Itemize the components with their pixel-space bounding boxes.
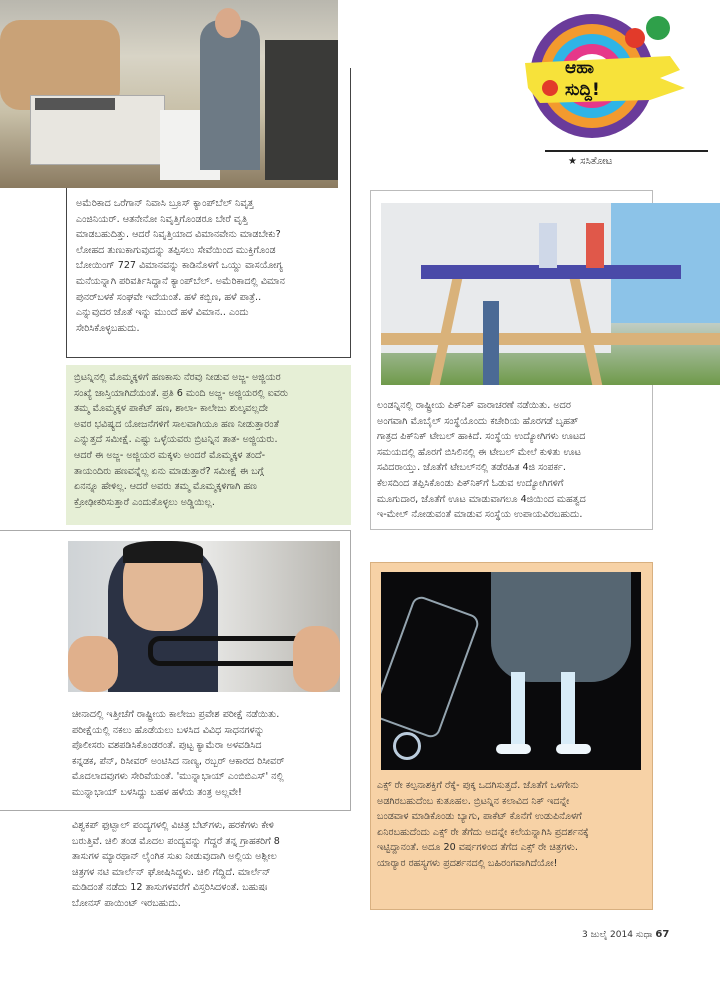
author-rule [545,150,708,152]
photo-giant-picnic-table [381,203,720,385]
story-text-world-cup: ವಿಶ್ವಕಪ್ ಫುಟ್ಬಾಲ್ ಪಂದ್ಯಗಳಲ್ಲಿ ವಿಚಿತ್ರ ಬೆಟ್‌ಗಳು, ಹರಕೆಗಳು ಕೇಳಿ ಬರುತ್ತಿವೆ. ಚಿಲಿ ತಂಡ ಮೊದಲ ಪಂದ್ಯವನ್ನು ಗೆದ್ದರೆ ತನ್ನ ಗ್ರಾಹಕರಿಗೆ 8 ತಾಸುಗಳ ಮ್ಯಾರಥಾನ್ ಲೈಂಗಿಕ ಸುಖ ನೀಡುವುದಾಗಿ ಅಲ್ಲಿಯ ಅಶ್ಲೀಲ ಚಿತ್ರಗಳ ನಟಿ ಮಾರ್ಲೆನ್ ಘೋಷಿಸಿದ್ದಳು. ಚಿಲಿ ಗೆದ್ದಿದೆ. ಮಾರ್ಲೆನ್ ಮಡಿದಂತೆ ನಡೆದು 12 ತಾಸುಗಳವರೆಗೆ ವಿಸ್ತರಿಸಿದಳಂತೆ. ಬಹುಷಃ ಬೋನಸ್ ಪಾಯಿಂಟ್ ಇರಬಹುದು. [72,820,280,909]
issue-date: 3 ಜುಲೈ 2014 [582,930,633,940]
photo-spy-glasses [68,541,340,692]
logo-text-2: ಸುದ್ದಿ! [565,80,600,100]
story-text-exam: ಚೀನಾದಲ್ಲಿ ಇತ್ತೀಚೆಗೆ ರಾಷ್ಟ್ರೀಯ ಕಾಲೇಜು ಪ್ರವೇಶ ಪರೀಕ್ಷೆ ನಡೆಯಿತು. ಪರೀಕ್ಷೆಯಲ್ಲಿ ನಕಲು ಹೊಡೆಯಲು ಬಳಸಿದ ವಿವಿಧ ಸಾಧನಗಳನ್ನು ಪೊಲೀಸರು ವಶಪಡಿಸಿಕೊಂಡರಂತೆ. ಪುಟ್ಟ ಕ್ಯಾಮೆರಾ ಅಳವಡಿಸಿದ ಕನ್ನಡಕ, ಪೆನ್, ರಿಸೀವರ್ ಅಂಟಿಸಿದ ನಾಣ್ಯ, ರಬ್ಬರ್ ಆಕಾರದ ರಿಸೀವರ್ ಮೊದಲಾದವುಗಳು ಸೇರಿವೆಯಂತೆ. 'ಮುನ್ನಾಭಾಯ್ ಎಂಬಿಬಿಎಸ್' ನಲ್ಲಿ ಮುನ್ನಾಭಾಯ್ ಬಳಸಿದ್ದು ಬಹಳ ಹಳೆಯ ತಂತ್ರ ಅಲ್ಲವೇ! [72,709,285,798]
story-text-xray: ಎಕ್ಸ್ ರೇ ಕಲ್ಪನಾಶಕ್ತಿಗೆ ರೆಕ್ಕೆ- ಪುಕ್ಕ ಒದಗಿಸುತ್ತದೆ. ಜೊತೆಗೆ ಒಳಗೇನು ಅಡಗಿರಬಹುದೆಂಬ ಕುತೂಹಲ. ಬ್ರಿಟನ್ನಿನ ಕಲಾವಿದ ನಿಕ್ ಇದನ್ನೇ ಬಂಡವಾಳ ಮಾಡಿಕೊಂಡು ಬ್ಯಾಗು, ಪಾಕೆಟ್ ಕೊನೆಗೆ ಉಡುಪಿನೊಳಗೆ ಏನಿರಬಹುದೆಂದು ಎಕ್ಸ್ ರೇ ತೆಗೆದು ಅದನ್ನೇ ಕಲೆಯನ್ನಾಗಿಸಿ ಪ್ರದರ್ಶನಕ್ಕೆ ಇಟ್ಟಿದ್ದಾನಂತೆ. ಅದೂ 20 ವರ್ಷಗಳಿಂದ ತೆಗೆದ ಎಕ್ಸ್ ರೇ ಚಿತ್ರಗಳು. ಯಾರ್‍ಯಾರ ರಹಸ್ಯಗಳು ಪ್ರದರ್ಶನದಲ್ಲಿ ಬಹಿರಂಗವಾಗಿದೆಯೋ! [377,780,589,869]
photo-xray-art [381,572,641,770]
author-name: ಸಸಿತೋಟ [580,156,613,167]
photo-airplane-home [0,0,338,188]
magazine-name: ಸುಧಾ [635,930,653,940]
logo-text-1: ಆಹಾ [565,58,595,78]
page-footer [582,929,669,940]
star-icon: ★ [568,156,577,167]
story-text-plane-home: ಅಮೆರಿಕಾದ ಒರೆಗಾನ್ ನಿವಾಸಿ ಬ್ರೂಸ್ ಕ್ಯಾಂಪ್‌ಬೆಲ್ ನಿವೃತ್ತ ಎಂಜಿನಿಯರ್. ಆತನೇನೋ ನಿವೃತ್ತಿಗೊಂಡರೂ ಬೇರೆ ವೃತ್ತಿ ಮಾಡಬಹುದಿತ್ತು. ಆದರೆ ನಿವೃತ್ತಿಯಾದ ವಿಮಾನವೇನು ಮಾಡಬೇಕು? ಲೋಹದ ತುಣುಕಾಗುವುದನ್ನು ತಪ್ಪಿಸಲು ಸೇವೆಯಿಂದ ಮುಕ್ತಿಗೊಂಡ ಬೋಯಿಂಗ್ 727 ವಿಮಾನವನ್ನು ಕಾಡಿನೊಳಗೆ ಒಯ್ದು ವಾಸಯೋಗ್ಯ ಮನೆಯನ್ನಾಗಿ ಪರಿವರ್ತಿಸಿದ್ದಾನೆ ಕ್ಯಾಂಪ್‌ಬೆಲ್. ಅಮೆರಿಕಾದಲ್ಲಿ ವಿಮಾನ ಪುನರ್‌ಬಳಕೆ ಸಂಘವೇ ಇದೆಯಂತೆ. ಹಳೆ ಕಬ್ಬಿಣ, ಹಳೆ ಪಾತ್ರೆ.. ಎನ್ನುವುದರ ಜೊತೆ ಇನ್ನು ಮುಂದೆ ಹಳೆ ವಿಮಾನ.. ಎಂದು ಸೇರಿಸಿಕೊಳ್ಳಬಹುದು. [76,198,285,334]
page-number: 67 [655,929,670,940]
story-text-grandparents: ಬ್ರಿಟನ್ನಿನಲ್ಲಿ ಮೊಮ್ಮಕ್ಕಳಿಗೆ ಹಣಕಾಸು ನೆರವು ನೀಡುವ ಅಜ್ಜ- ಅಜ್ಜಿಯರ ಸಂಖ್ಯೆ ಜಾಸ್ತಿಯಾಗಿದೆಯಂತೆ. ಪ್ರತಿ 6 ಮಂದಿ ಅಜ್ಜ- ಅಜ್ಜಿಯರಲ್ಲಿ ಐವರು ತಮ್ಮ ಮೊಮ್ಮಕ್ಕಳ ಪಾಕೆಟ್ ಹಣ, ಶಾಲಾ- ಕಾಲೇಜು ಶುಲ್ಕವಲ್ಲದೇ ಅವರ ಭವಿಷ್ಯದ ಯೋಜನೆಗಳಿಗೆ ಸಾಲವಾಗಿಯೂ ಹಣ ನೀಡುತ್ತಾರಂತೆ ಎನ್ನುತ್ತದೆ ಸಮೀಕ್ಷೆ. ಎಷ್ಟು ಒಳ್ಳೆಯವರು ಬ್ರಿಟನ್ನಿನ ತಾತ- ಅಜ್ಜಿಯರು. ಆದರೆ ಈ ಅಜ್ಜ- ಅಜ್ಜಿಯರ ಮಕ್ಕಳು ಅಂದರೆ ಮೊಮ್ಮಕ್ಕಳ ತಂದೆ- ತಾಯಂದಿರು ಹಣವನ್ನೆಲ್ಲ ಏನು ಮಾಡುತ್ತಾರೆ? ಸಮೀಕ್ಷೆ ಈ ಬಗ್ಗೆ ಏನನ್ನೂ ಹೇಳಿಲ್ಲ. ಆದರೆ ಅವರು ತಮ್ಮ ಮೊಮ್ಮಕ್ಕಳಿಗಾಗಿ ಹಣ ಕ್ರೋಢೀಕರಿಸುತ್ತಾರೆ ಎಂದುಕೊಳ್ಳಲು ಅಡ್ಡಿಯಿಲ್ಲ. [74,372,289,508]
story-text-picnic: ಲಂಡನ್ನಿನಲ್ಲಿ ರಾಷ್ಟ್ರೀಯ ಪಿಕ್‌ನಿಕ್ ವಾರಾಚರಣೆ ನಡೆಯಿತು. ಅದರ ಅಂಗವಾಗಿ ಮೊಬೈಲ್ ಸಂಸ್ಥೆಯೊಂದು ಕಚೇರಿಯ ಹೊರಗಡೆ ಬೃಹತ್ ಗಾತ್ರದ ಪಿಕ್‌ನಿಕ್ ಟೇಬಲ್ ಹಾಕಿದೆ. ಸಂಸ್ಥೆಯ ಉದ್ಯೋಗಿಗಳು ಊಟದ ಸಮಯದಲ್ಲಿ ಹೊರಗೆ ಬಿಸಿಲಿನಲ್ಲಿ ಈ ಟೇಬಲ್ ಮೇಲೆ ಕುಳಿತು ಊಟ ಸವಿದರಾಯ್ತು. ಜೊತೆಗೆ ಟೇಬಲ್‌ನಲ್ಲಿ ತಡೆರಹಿತ 4ಜಿ ಸಂಪರ್ಕ. ಕೆಲಸದಿಂದ ತಪ್ಪಿಸಿಕೊಂಡು ಪಿಕ್‌ನಿಕ್‌ಗೆ ಓಡುವ ಉದ್ಯೋಗಿಗಳಿಗೆ ಮೂಗುದಾರ, ಜೊತೆಗೆ ಊಟ ಮಾಡುವಾಗಲೂ 4ಜಿಯಿಂದ ಮಹತ್ವದ ಇ-ಮೇಲ್ ನೋಡುವಂತೆ ಮಾಡುವ ಸಂಸ್ಥೆಯ ಉಪಾಯವಿರಬಹುದು. [377,400,586,521]
section-logo [520,8,690,143]
author-line [568,156,612,167]
